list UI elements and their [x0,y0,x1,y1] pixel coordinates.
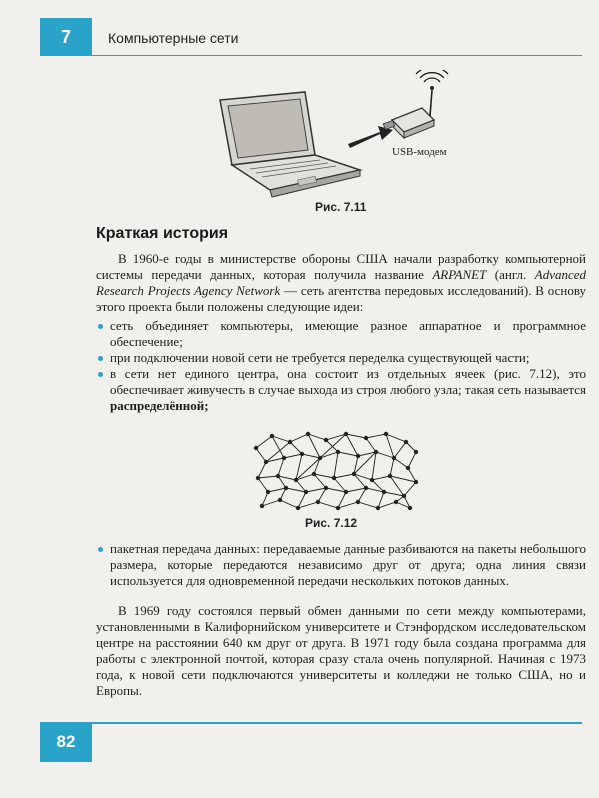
network-links [256,434,416,508]
footer-rule [92,722,582,724]
chapter-title: Компьютерные сети [108,30,239,46]
history-text: В 1969 году состоялся первый обмен данными по сети между компьютерами, установленными в Калифорнийском университете и Стэнфордском исследовательском центре на расстоянии 640 км друг от друга. В 1971 году была создана программа для работы с электронной почтой, которая сразу стала очень популярной. Начиная с 1973 года, к новой сети подключаются университеты и колледжи не только США, но и Европы. [96,603,586,698]
laptop-usb-modem-illustration [200,70,460,200]
chapter-number-tab [40,18,92,56]
figure-caption-7-11: Рис. 7.11 [315,200,367,214]
ideas-list [96,318,586,414]
chapter-number: 7 [60,26,71,47]
page-number-tab [40,722,92,762]
intro-text: — сеть агентства передовых исследований). В основу этого проекта были положены следующие идеи: [96,283,587,314]
signal-waves-icon [416,70,448,82]
list-item: пакетная передача данных: передаваемые данные разбиваются на пакеты небольшого размера, которые передаются независимо друг от друга; одна линия связи используется для одновременной передачи нескольких потоков данных. [96,541,586,589]
list-item-text: в сети нет единого центра, она состоит из отдельных ячеек (рис. 7.12), это обеспечивает живучесть в случае выхода из строя любого узла; такая сеть называется [110,366,586,397]
intro-text: В 1960-е годы в министерстве обороны США начали разработку компьютерной системы передачи данных, которая получила название [96,251,586,282]
list-item: сеть объединяет компьютеры, имеющие разное аппаратное и программное обеспечение; [96,318,586,350]
distributed-term: распределённой; [110,398,209,413]
usb-modem-label: USB-модем [392,146,447,158]
page-number: 82 [56,732,76,751]
history-paragraph [96,603,586,699]
header-rule [92,55,582,56]
distributed-network-diagram [250,428,420,514]
packet-list [96,541,586,589]
laptop-icon [220,92,360,197]
section-heading: Краткая история [96,225,229,242]
figure-caption-7-12: Рис. 7.12 [305,516,358,530]
list-item: при подключении новой сети не требуется переделка существующей части; [96,350,586,366]
english-term: Advanced Research Projects Agency Network [96,267,587,298]
intro-text: (англ. [486,267,535,282]
arpanet-term: ARPANET [432,267,487,282]
list-item [96,366,586,414]
intro-paragraph [96,251,586,315]
